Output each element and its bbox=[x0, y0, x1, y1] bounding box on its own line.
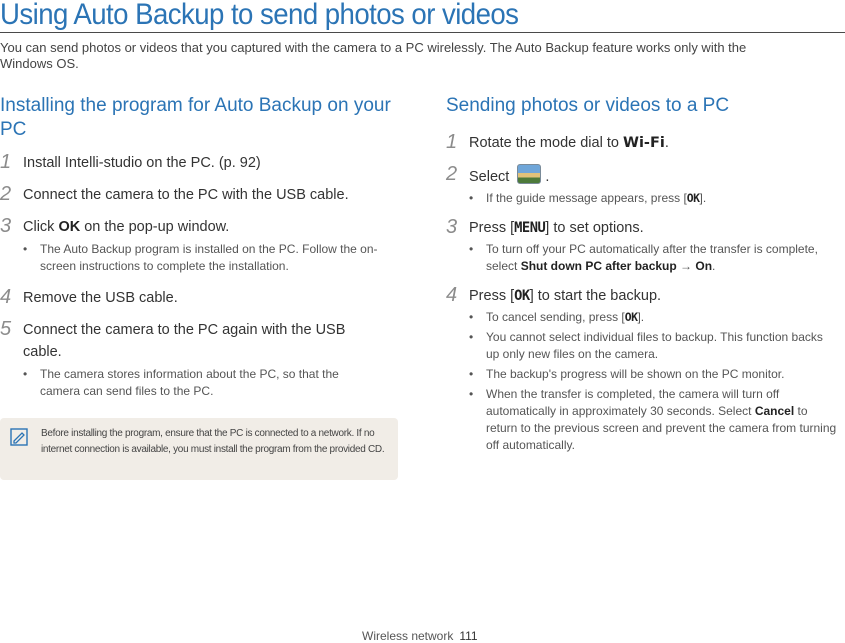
ok-key-icon: OK bbox=[514, 288, 530, 304]
step-text: Install Intelli-studio on the PC. (p. 92) bbox=[23, 155, 261, 171]
step-number: 2 bbox=[0, 183, 12, 205]
menu-key-icon: MENU bbox=[514, 220, 546, 236]
send-step-2-note: • If the guide message appears, press [OK]. bbox=[469, 191, 707, 205]
send-step-1: 1 Rotate the mode dial to Wi-Fi. bbox=[446, 131, 669, 153]
step-number: 1 bbox=[0, 151, 12, 173]
send-step-3-note: • To turn off your PC automatically after the transfer is complete, select Shut down PC after backup → On. bbox=[469, 242, 818, 273]
send-step-4-note-d: • When the transfer is completed, the camera will turn off automatically in approximately 30 seconds. Select Cancel to return to the previous screen and prevent the camera from turning off automatically. bbox=[469, 387, 837, 452]
install-section bbox=[0, 94, 400, 400]
send-step-2: 2 Select . bbox=[446, 163, 550, 185]
footer-section: Wireless network bbox=[362, 629, 454, 643]
install-step-2 bbox=[0, 184, 400, 206]
install-step-4 bbox=[0, 287, 400, 309]
note-text: Before installing the program, ensure that the PC is connected to a network. If no internet connection is available, you must install the program from the provided CD. bbox=[41, 428, 385, 455]
step-number: 3 bbox=[446, 216, 458, 238]
page-footer bbox=[362, 629, 478, 643]
send-step-4: 4 Press [OK] to start the backup. bbox=[446, 284, 662, 306]
note-box bbox=[0, 418, 398, 480]
wifi-mode-icon: Wi-Fi bbox=[622, 135, 665, 151]
on-option: On bbox=[695, 259, 713, 273]
cancel-option: Cancel bbox=[754, 404, 795, 418]
step-text: Remove the USB cable. bbox=[23, 290, 178, 306]
step-number: 1 bbox=[446, 131, 458, 153]
sending-heading: Sending photos or videos to a PC bbox=[446, 95, 730, 116]
step-text: Connect the camera to the PC again with the USB cable. bbox=[23, 322, 346, 360]
step-number: 5 bbox=[0, 318, 12, 340]
ok-key-icon: OK bbox=[624, 310, 638, 324]
intro-text: You can send photos or videos that you captured with the camera to a PC wirelessly. The Auto Backup feature works only with the Windows OS. bbox=[0, 40, 747, 71]
note-pencil-icon bbox=[10, 428, 28, 446]
page-number: 111 bbox=[459, 629, 478, 643]
sending-section bbox=[446, 94, 845, 454]
send-step-3: 3 Press [MENU] to set options. bbox=[446, 216, 644, 238]
auto-backup-icon bbox=[517, 164, 541, 184]
title-rule bbox=[0, 32, 845, 33]
install-step-5-note: • The camera stores information about the PC, so that the camera can send files to the PC. bbox=[23, 367, 339, 398]
send-step-4-note-c: • The backup's progress will be shown on the PC monitor. bbox=[469, 367, 785, 381]
install-step-3: 3 Click OK on the pop-up window. bbox=[0, 215, 230, 237]
ok-label: OK bbox=[58, 219, 81, 235]
install-step-5 bbox=[0, 319, 368, 363]
ok-key-icon: OK bbox=[686, 191, 700, 205]
page-title: Using Auto Backup to send photos or videos bbox=[0, 0, 519, 31]
send-step-4-note-b: • You cannot select individual files to backup. This function backs up only new files on the camera. bbox=[469, 330, 823, 361]
step-number: 2 bbox=[446, 163, 458, 185]
step-text: Connect the camera to the PC with the USB cable. bbox=[23, 187, 349, 203]
step-number: 4 bbox=[0, 286, 12, 308]
send-step-4-note-a: • To cancel sending, press [OK]. bbox=[469, 310, 645, 324]
install-step-1 bbox=[0, 152, 400, 174]
shutdown-option: Shut down PC after backup bbox=[520, 259, 677, 273]
step-number: 4 bbox=[446, 284, 458, 306]
step-number: 3 bbox=[0, 215, 12, 237]
install-step-3-note: • The Auto Backup program is installed on the PC. Follow the on-screen instructions to complete the installation. bbox=[23, 242, 378, 273]
install-heading: Installing the program for Auto Backup on your PC bbox=[0, 95, 391, 140]
